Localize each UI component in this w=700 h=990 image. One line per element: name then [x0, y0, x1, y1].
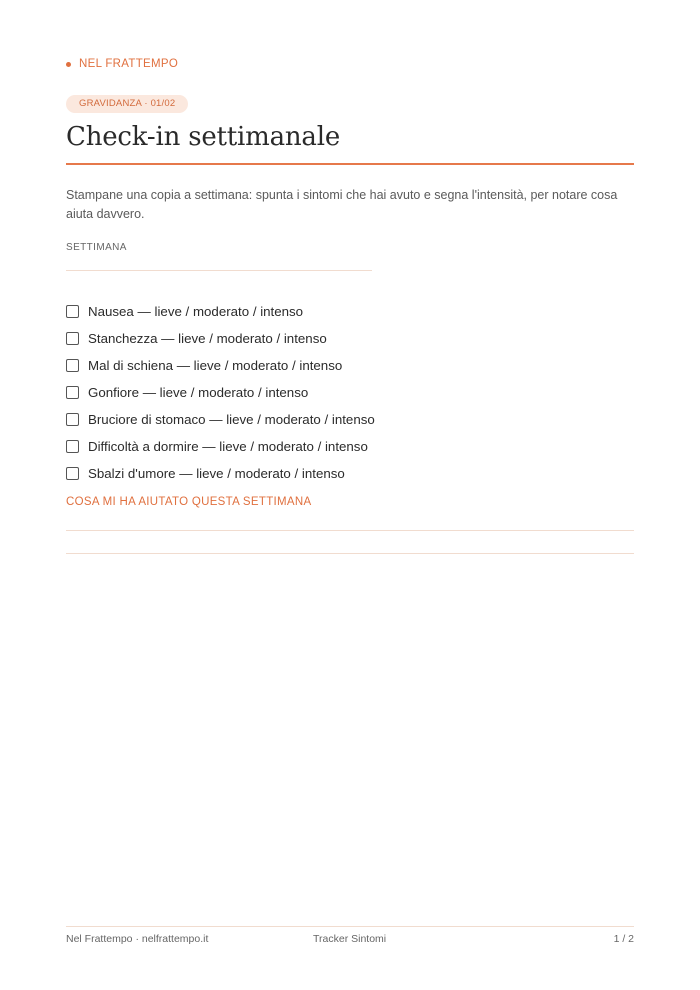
symptom-item[interactable]	[66, 433, 375, 460]
symptom-item[interactable]	[66, 352, 375, 379]
helped-write-line[interactable]	[66, 530, 634, 531]
checkbox-icon[interactable]	[66, 359, 79, 372]
symptom-item[interactable]	[66, 325, 375, 352]
symptom-item[interactable]	[66, 406, 375, 433]
checkbox-icon[interactable]	[66, 467, 79, 480]
symptom-item[interactable]	[66, 379, 375, 406]
checkbox-icon[interactable]	[66, 305, 79, 318]
symptom-label: Bruciore di stomaco — lieve / moderato / intenso	[88, 412, 375, 427]
symptom-item[interactable]	[66, 460, 375, 487]
checkbox-icon[interactable]	[66, 386, 79, 399]
week-label: SETTIMANA	[66, 242, 127, 253]
helped-label: COSA MI HA AIUTATO QUESTA SETTIMANA	[66, 496, 312, 508]
brand-dot-icon	[66, 62, 71, 67]
symptom-label: Difficoltà a dormire — lieve / moderato / intenso	[88, 439, 368, 454]
checkbox-icon[interactable]	[66, 413, 79, 426]
symptom-label: Sbalzi d'umore — lieve / moderato / intenso	[88, 466, 345, 481]
week-write-line[interactable]	[66, 270, 372, 271]
page	[66, 0, 634, 990]
section-tag: GRAVIDANZA · 01/02	[66, 95, 188, 113]
intro-text: Stampane una copia a settimana: spunta i sintomi che hai avuto e segna l'intensità, per notare cosa aiuta davvero.	[66, 188, 618, 221]
symptom-label: Gonfiore — lieve / moderato / intenso	[88, 385, 309, 400]
symptom-list	[66, 298, 375, 487]
footer-document-name: Tracker Sintomi	[313, 933, 387, 945]
helped-write-line[interactable]	[66, 553, 634, 554]
symptom-label: Mal di schiena — lieve / moderato / intenso	[88, 358, 343, 373]
page-title: Check-in settimanale	[66, 122, 341, 152]
brand-name: NEL FRATTEMPO	[79, 58, 179, 70]
brand	[66, 58, 178, 70]
footer-divider	[66, 926, 634, 927]
symptom-item[interactable]	[66, 298, 375, 325]
checkbox-icon[interactable]	[66, 332, 79, 345]
symptom-label: Nausea — lieve / moderato / intenso	[88, 304, 304, 319]
checkbox-icon[interactable]	[66, 440, 79, 453]
symptom-label: Stanchezza — lieve / moderato / intenso	[88, 331, 327, 346]
footer-page-number: 1 / 2	[613, 933, 634, 945]
title-divider	[66, 163, 634, 165]
footer-site: Nel Frattempo · nelfrattempo.it	[66, 933, 209, 945]
